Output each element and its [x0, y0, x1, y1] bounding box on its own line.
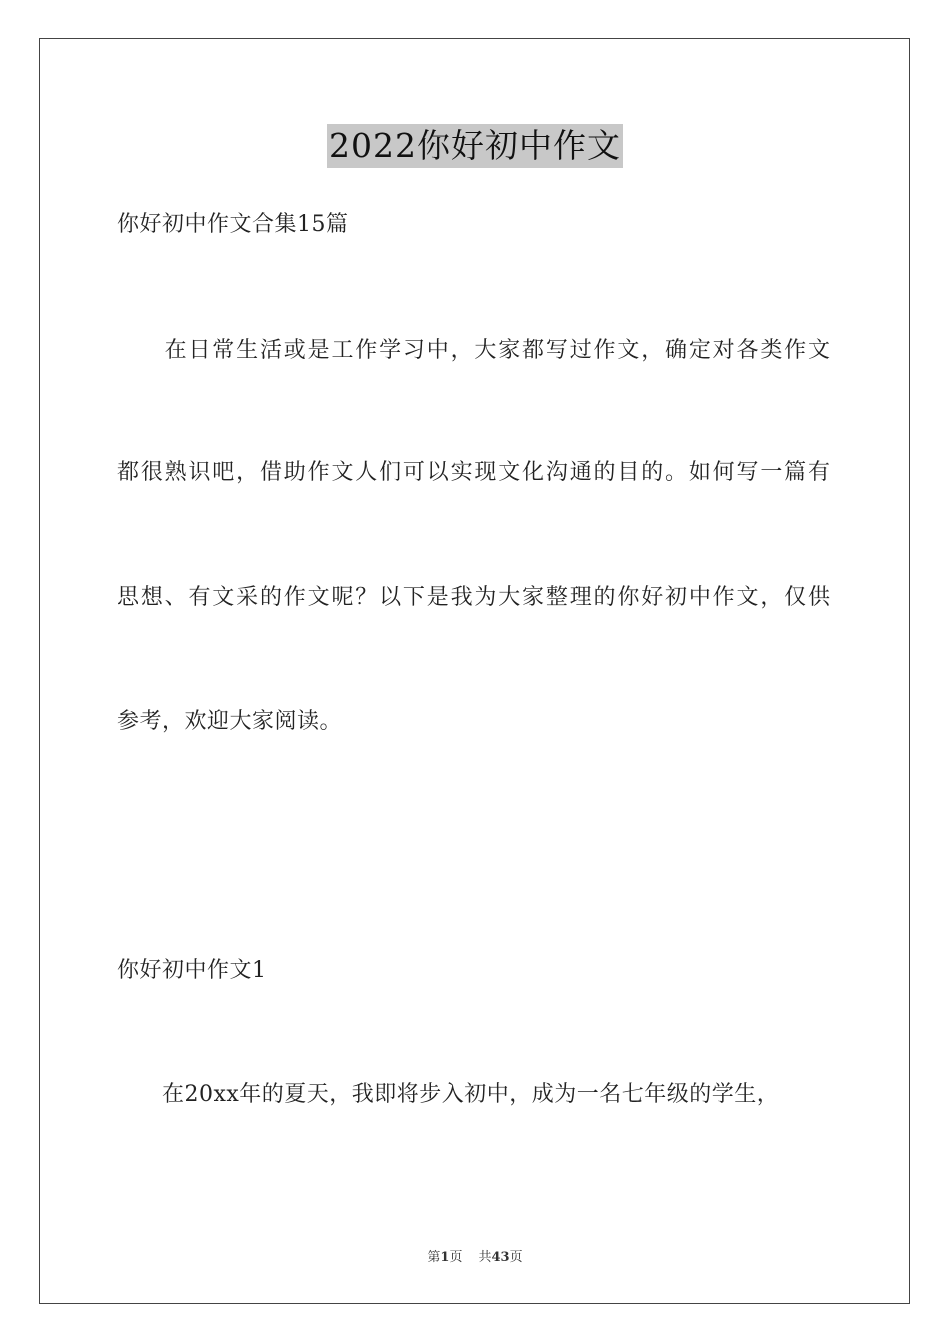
- footer-page-suffix: 页: [449, 1250, 463, 1265]
- intro-line-1: 在日常生活或是工作学习中，大家都写过作文，确定对各类作文: [117, 338, 830, 363]
- title-container: [0, 124, 950, 168]
- footer-page-prefix: 第: [427, 1250, 441, 1265]
- intro-line-2: 都很熟识吧，借助作文人们可以实现文化沟通的目的。如何写一篇有: [117, 460, 830, 485]
- page-footer: [0, 1246, 950, 1265]
- footer-total-suffix: 页: [509, 1250, 523, 1265]
- footer-page-number: 1: [440, 1250, 450, 1265]
- section-heading: 你好初中作文1: [117, 958, 267, 983]
- footer-total-prefix: 共: [478, 1250, 492, 1265]
- footer-total-pages: 43: [491, 1250, 510, 1265]
- intro-line-4: 参考，欢迎大家阅读。: [117, 709, 343, 734]
- document-title: 2022你好初中作文: [327, 124, 623, 168]
- document-subtitle: 你好初中作文合集15篇: [117, 212, 349, 237]
- section-first-line: 在20xx年的夏天，我即将步入初中，成为一名七年级的学生，: [117, 1082, 780, 1107]
- intro-line-3: 思想、有文采的作文呢？以下是我为大家整理的你好初中作文，仅供: [117, 585, 830, 610]
